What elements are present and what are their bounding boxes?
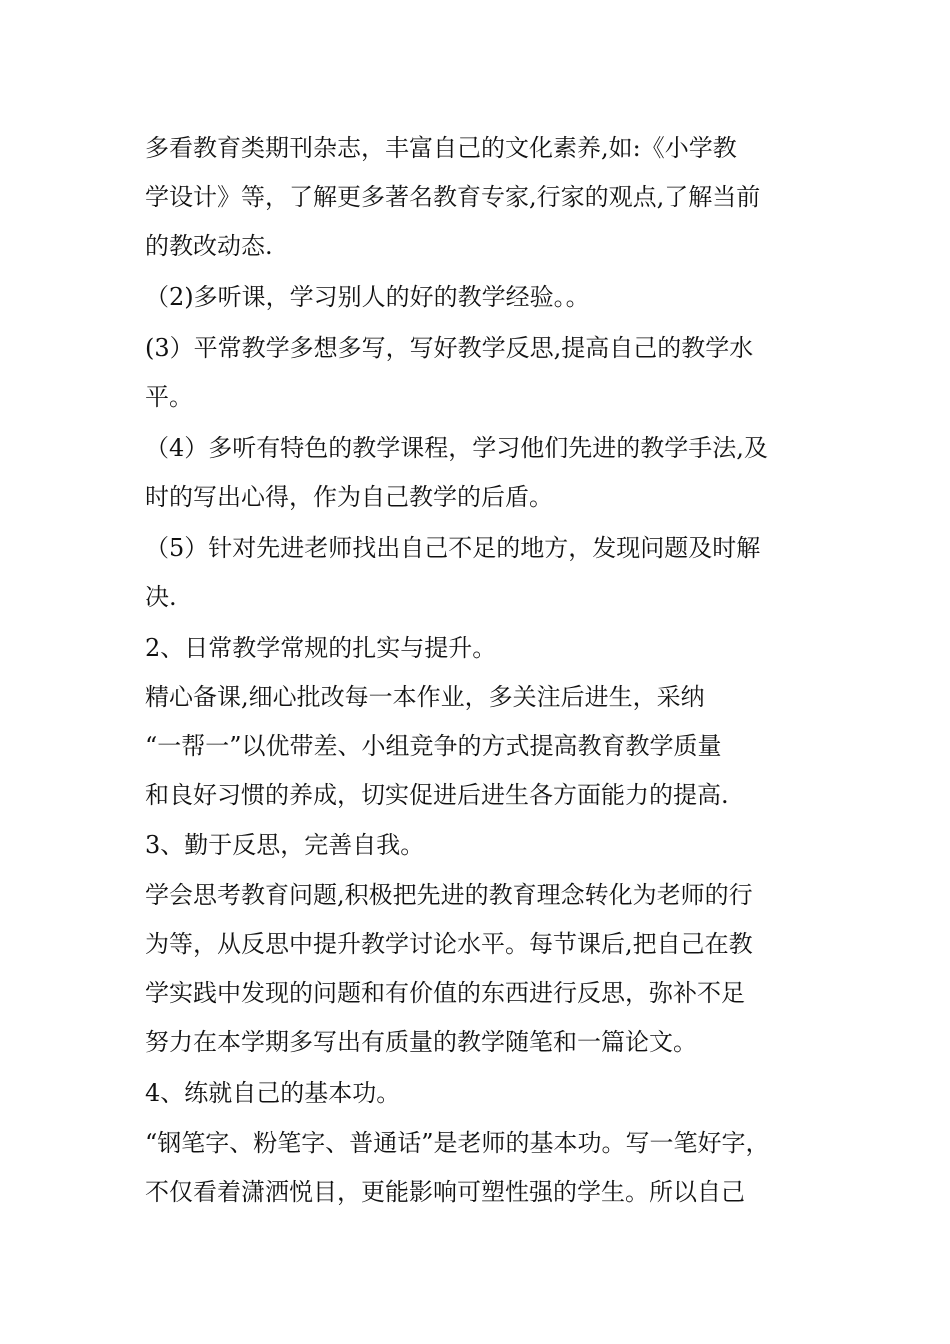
text-line: 和良好习惯的养成，切实促进后进生各方面能力的提高. [145,781,729,809]
text-line: 3、勤于反思，完善自我。 [145,831,425,859]
text-line: 精心备课,细心批改每一本作业，多关注后进生，采纳 [145,683,705,711]
text-line: 2、日常教学常规的扎实与提升。 [145,634,497,662]
text-line: 努力在本学期多写出有质量的教学随笔和一篇论文。 [145,1028,697,1056]
text-line: 决. [145,583,177,611]
text-line: （4）多听有特色的教学课程，学习他们先进的教学手法,及 [145,434,768,462]
text-line: （2)多听课，学习别人的好的教学经验。。 [145,283,590,311]
text-line: 4、练就自己的基本功。 [145,1079,401,1107]
text-line: 平。 [145,383,193,411]
text-line: 学会思考教育问题,积极把先进的教育理念转化为老师的行 [145,881,753,909]
text-line: (3）平常教学多想多写，写好教学反思,提高自己的教学水 [145,334,754,362]
text-line: 多看教育类期刊杂志，丰富自己的文化素养,如:《小学教 [145,134,737,162]
text-line: 学设计》等，了解更多著名教育专家,行家的观点,了解当前 [145,183,761,211]
text-line: “钢笔字、粉笔字、普通话”是老师的基本功。写一笔好字， [145,1129,770,1157]
text-line: 学实践中发现的问题和有价值的东西进行反思，弥补不足 [145,979,745,1007]
text-line: 的教改动态. [145,232,273,260]
text-line: 时的写出心得，作为自己教学的后盾。 [145,483,553,511]
text-line: 为等，从反思中提升教学讨论水平。每节课后,把自己在教 [145,930,753,958]
text-line: （5）针对先进老师找出自己不足的地方，发现问题及时解 [145,534,761,562]
text-line: “一帮一”以优带差、小组竞争的方式提高教育教学质量 [145,732,722,760]
text-line: 不仅看着潇洒悦目，更能影响可塑性强的学生。所以自己 [145,1178,745,1206]
